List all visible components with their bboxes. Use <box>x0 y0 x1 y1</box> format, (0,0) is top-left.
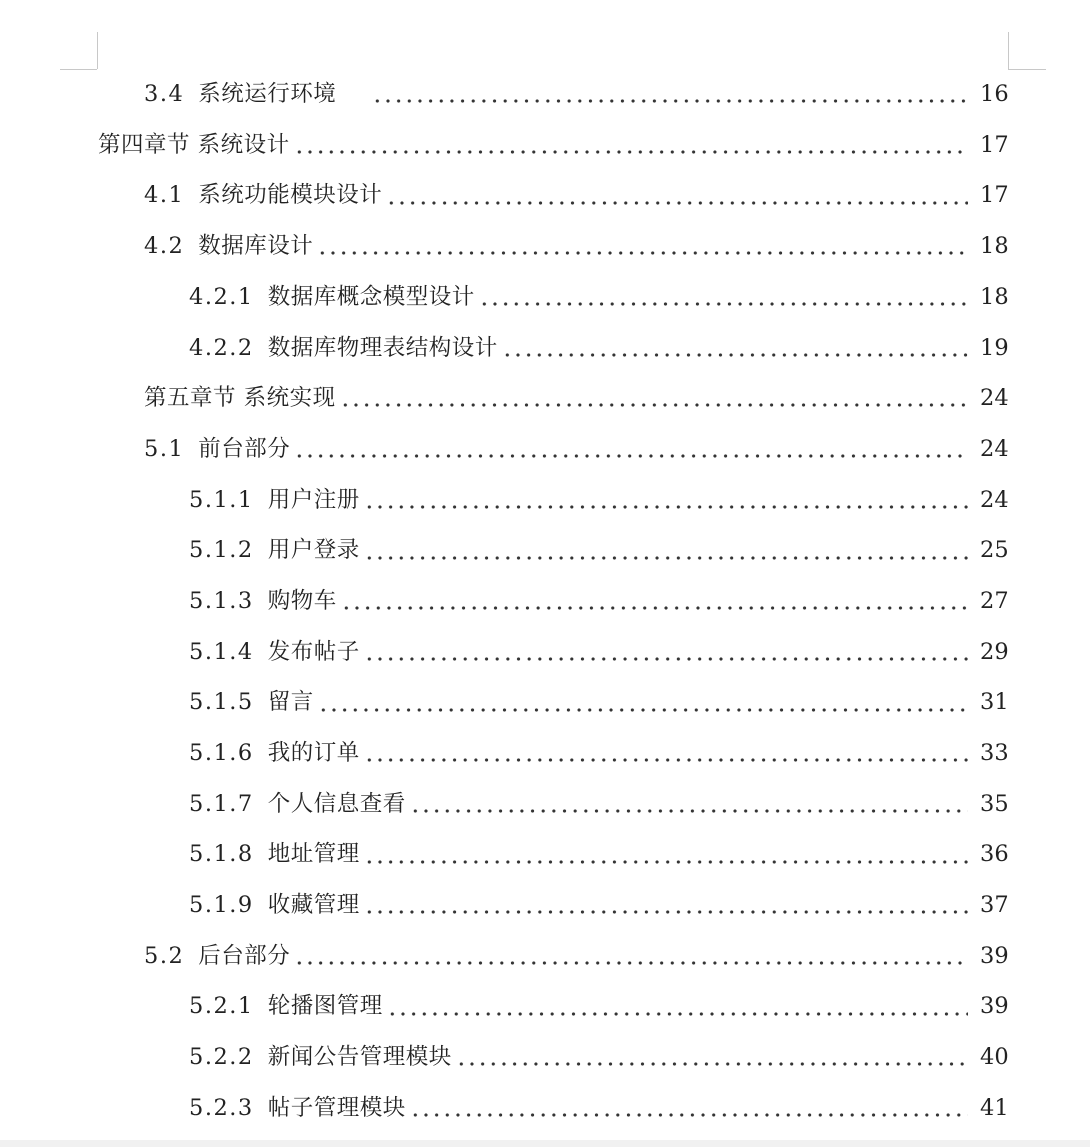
toc-entry-number: 5.1.5 <box>189 689 254 716</box>
toc-dot-leader <box>364 540 968 562</box>
toc-entry-number: 4.1 <box>144 182 185 209</box>
toc-entry[interactable] <box>0 170 1090 221</box>
toc-entry-number: 5.1.3 <box>189 587 254 614</box>
toc-entry[interactable] <box>0 120 1090 171</box>
toc-page-number: 27 <box>980 587 1009 614</box>
toc-entry-number: 5.1.1 <box>189 486 254 513</box>
toc-dot-leader <box>364 894 968 916</box>
toc-entry-number: 4.2 <box>144 233 185 260</box>
toc-entry-number: 5.2.1 <box>189 993 254 1020</box>
toc-entry[interactable] <box>0 1083 1090 1134</box>
toc-entry[interactable] <box>0 677 1090 728</box>
toc-entry[interactable] <box>0 931 1090 982</box>
toc-entry-title: 帖子管理模块 <box>267 1094 406 1121</box>
toc-dot-leader <box>294 438 968 460</box>
toc-page-number: 35 <box>980 790 1009 817</box>
toc-entry[interactable] <box>0 373 1090 424</box>
page-gap <box>0 1140 1090 1147</box>
toc-dot-leader <box>318 692 968 714</box>
toc-entry[interactable] <box>0 1032 1090 1083</box>
table-of-contents <box>0 69 1090 1133</box>
toc-entry-title: 个人信息查看 <box>267 790 406 817</box>
toc-page-number: 37 <box>980 892 1009 919</box>
toc-entry-title: 用户注册 <box>267 486 360 513</box>
toc-page-number: 39 <box>980 993 1009 1020</box>
toc-page-number: 17 <box>980 131 1009 158</box>
toc-page-number: 18 <box>980 233 1009 260</box>
toc-dot-leader <box>340 387 968 409</box>
toc-page-number: 41 <box>980 1094 1009 1121</box>
toc-entry[interactable] <box>0 525 1090 576</box>
toc-entry-number: 5.1.9 <box>189 892 254 919</box>
toc-entry[interactable] <box>0 475 1090 526</box>
toc-dot-leader <box>317 235 968 257</box>
toc-page-number: 36 <box>980 841 1009 868</box>
toc-entry[interactable] <box>0 981 1090 1032</box>
toc-page-number: 25 <box>980 537 1009 564</box>
toc-entry[interactable] <box>0 272 1090 323</box>
toc-page-number: 19 <box>980 334 1009 361</box>
toc-dot-leader <box>294 945 968 967</box>
toc-dot-leader <box>502 337 968 359</box>
toc-entry[interactable] <box>0 576 1090 627</box>
toc-entry-title: 新闻公告管理模块 <box>267 1044 452 1071</box>
toc-entry-number: 5.1.7 <box>189 790 254 817</box>
toc-dot-leader <box>341 590 968 612</box>
toc-dot-leader <box>479 286 968 308</box>
toc-entry-title: 后台部分 <box>198 942 291 969</box>
toc-entry-number: 5.2.2 <box>189 1044 254 1071</box>
toc-page-number: 24 <box>980 486 1009 513</box>
toc-page-number: 17 <box>980 182 1009 209</box>
toc-dot-leader <box>294 134 968 156</box>
toc-page-number: 24 <box>980 435 1009 462</box>
toc-entry[interactable] <box>0 779 1090 830</box>
toc-entry-title: 轮播图管理 <box>267 993 383 1020</box>
toc-entry-title: 第四章节 系统设计 <box>98 131 290 158</box>
toc-entry-number: 3.4 <box>144 81 185 108</box>
toc-entry[interactable] <box>0 424 1090 475</box>
toc-entry-title: 数据库概念模型设计 <box>267 283 475 310</box>
toc-entry-title: 购物车 <box>267 587 337 614</box>
toc-entry-title: 数据库设计 <box>198 233 314 260</box>
toc-entry-number: 5.1.8 <box>189 841 254 868</box>
toc-entry-number: 5.2 <box>144 942 185 969</box>
toc-entry-title: 用户登录 <box>267 537 360 564</box>
toc-page-number: 33 <box>980 740 1009 767</box>
toc-entry[interactable] <box>0 728 1090 779</box>
toc-dot-leader <box>364 489 968 511</box>
toc-page-number: 39 <box>980 942 1009 969</box>
toc-entry-title: 第五章节 系统实现 <box>144 385 336 412</box>
toc-page-number: 16 <box>980 81 1009 108</box>
crop-mark-top-left-vertical <box>97 32 98 69</box>
toc-dot-leader <box>372 83 968 105</box>
toc-entry-number: 5.2.3 <box>189 1094 254 1121</box>
toc-entry-number: 5.1.2 <box>189 537 254 564</box>
toc-dot-leader <box>364 641 968 663</box>
toc-dot-leader <box>364 742 968 764</box>
toc-entry-title: 留言 <box>267 689 314 716</box>
toc-entry-title: 我的订单 <box>267 740 360 767</box>
toc-entry[interactable] <box>0 69 1090 120</box>
toc-entry-title: 前台部分 <box>198 435 291 462</box>
toc-entry[interactable] <box>0 880 1090 931</box>
toc-page-number: 24 <box>980 385 1009 412</box>
toc-dot-leader <box>456 1046 968 1068</box>
toc-entry-number: 4.2.1 <box>189 283 254 310</box>
toc-entry[interactable] <box>0 221 1090 272</box>
toc-dot-leader <box>386 185 968 207</box>
crop-mark-top-right-vertical <box>1008 32 1009 69</box>
toc-entry-title: 系统功能模块设计 <box>198 182 383 209</box>
toc-entry-number: 4.2.2 <box>189 334 254 361</box>
toc-entry[interactable] <box>0 322 1090 373</box>
toc-entry-title: 系统运行环境 <box>198 81 337 108</box>
toc-entry[interactable] <box>0 627 1090 678</box>
toc-entry-number: 5.1.6 <box>189 740 254 767</box>
toc-page-number: 31 <box>980 689 1009 716</box>
toc-page-number: 29 <box>980 638 1009 665</box>
toc-entry-title: 收藏管理 <box>267 892 360 919</box>
toc-page-number: 40 <box>980 1044 1009 1071</box>
toc-dot-leader <box>410 793 968 815</box>
toc-dot-leader <box>410 1097 968 1119</box>
toc-dot-leader <box>387 996 968 1018</box>
toc-entry-title: 地址管理 <box>267 841 360 868</box>
toc-entry[interactable] <box>0 829 1090 880</box>
toc-page-number: 18 <box>980 283 1009 310</box>
toc-entry-number: 5.1.4 <box>189 638 254 665</box>
toc-entry-title: 数据库物理表结构设计 <box>267 334 498 361</box>
toc-dot-leader <box>364 844 968 866</box>
toc-entry-number: 5.1 <box>144 435 185 462</box>
toc-entry-title: 发布帖子 <box>267 638 360 665</box>
